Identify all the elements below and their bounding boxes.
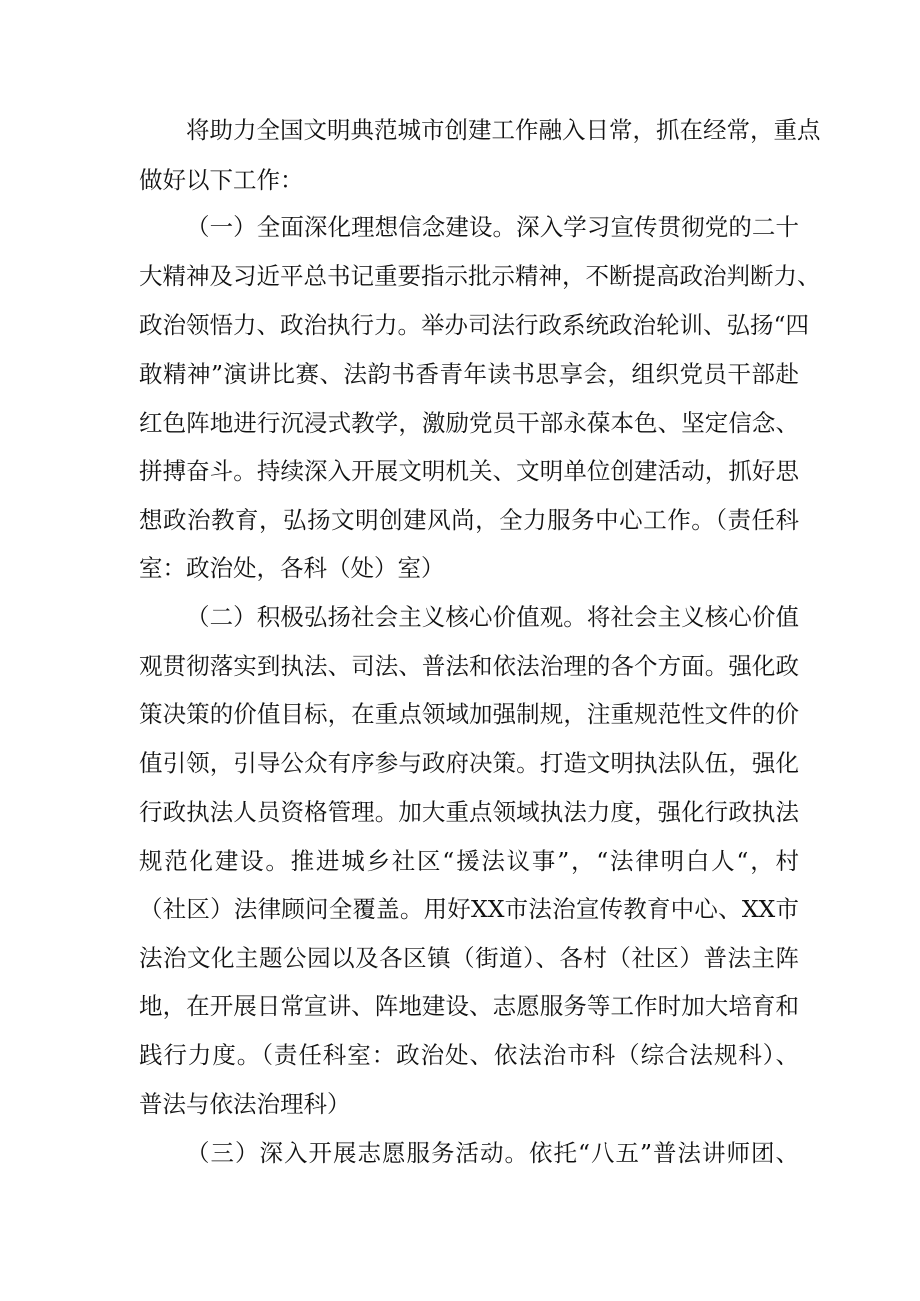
- text-line: 政治领悟力、政治执行力。举办司法行政系统政治轮训、弘扬“四: [139, 311, 810, 339]
- text-line: 敢精神”演讲比赛、法韵书香青年读书思享会，组织党员干部赴: [139, 360, 799, 388]
- text-line: 想政治教育，弘扬文明创建风尚，全力服务中心工作。（责任科: [139, 506, 799, 534]
- paragraph-heading-2: （二）积极弘扬社会主义核心价值观。将社会主义核心价值: [186, 603, 799, 631]
- text-line: 地，在开展日常宣讲、阵地建设、志愿服务等工作时加大培育和: [139, 992, 799, 1020]
- paragraph-heading-3: （三）深入开展志愿服务活动。依托“八五”普法讲师团、: [186, 1139, 799, 1167]
- text-line: 做好以下工作：: [139, 166, 304, 194]
- text-line: 观贯彻落实到执法、司法、普法和依法治理的各个方面。强化政: [139, 652, 799, 680]
- text-line: 策决策的价值目标，在重点领域加强制规，注重规范性文件的价: [139, 700, 799, 728]
- text-line: 规范化建设。推进城乡社区“援法议事”，“法律明白人“，村: [139, 847, 799, 875]
- text-line: 红色阵地进行沉浸式教学，激励党员干部永葆本色、坚定信念、: [139, 409, 799, 437]
- text-line: 将助力全国文明典范城市创建工作融入日常，抓在经常，重点: [186, 116, 821, 144]
- text-line: 室：政治处，各科（处）室）: [139, 554, 445, 582]
- text-line: 拼搏奋斗。持续深入开展文明机关、文明单位创建活动，抓好思: [139, 457, 799, 485]
- text-line: 法治文化主题公园以及各区镇（街道）、各村（社区）普法主阵: [139, 944, 799, 972]
- paragraph-heading-1: （一）全面深化理想信念建设。深入学习宣传贯彻党的二十: [186, 213, 799, 241]
- text-line: （社区）法律顾问全覆盖。用好XX市法治宣传教育中心、XX市: [139, 895, 799, 923]
- text-line: 普法与依法治理科）: [139, 1090, 351, 1118]
- text-line: 行政执法人员资格管理。加大重点领域执法力度，强化行政执法: [139, 798, 799, 826]
- text-line: 值引领，引导公众有序参与政府决策。打造文明执法队伍，强化: [139, 749, 799, 777]
- text-line: 践行力度。（责任科室：政治处、依法治市科（综合法规科）、: [139, 1041, 799, 1069]
- text-line: 大精神及习近平总书记重要指示批示精神，不断提高政治判断力、: [139, 262, 821, 290]
